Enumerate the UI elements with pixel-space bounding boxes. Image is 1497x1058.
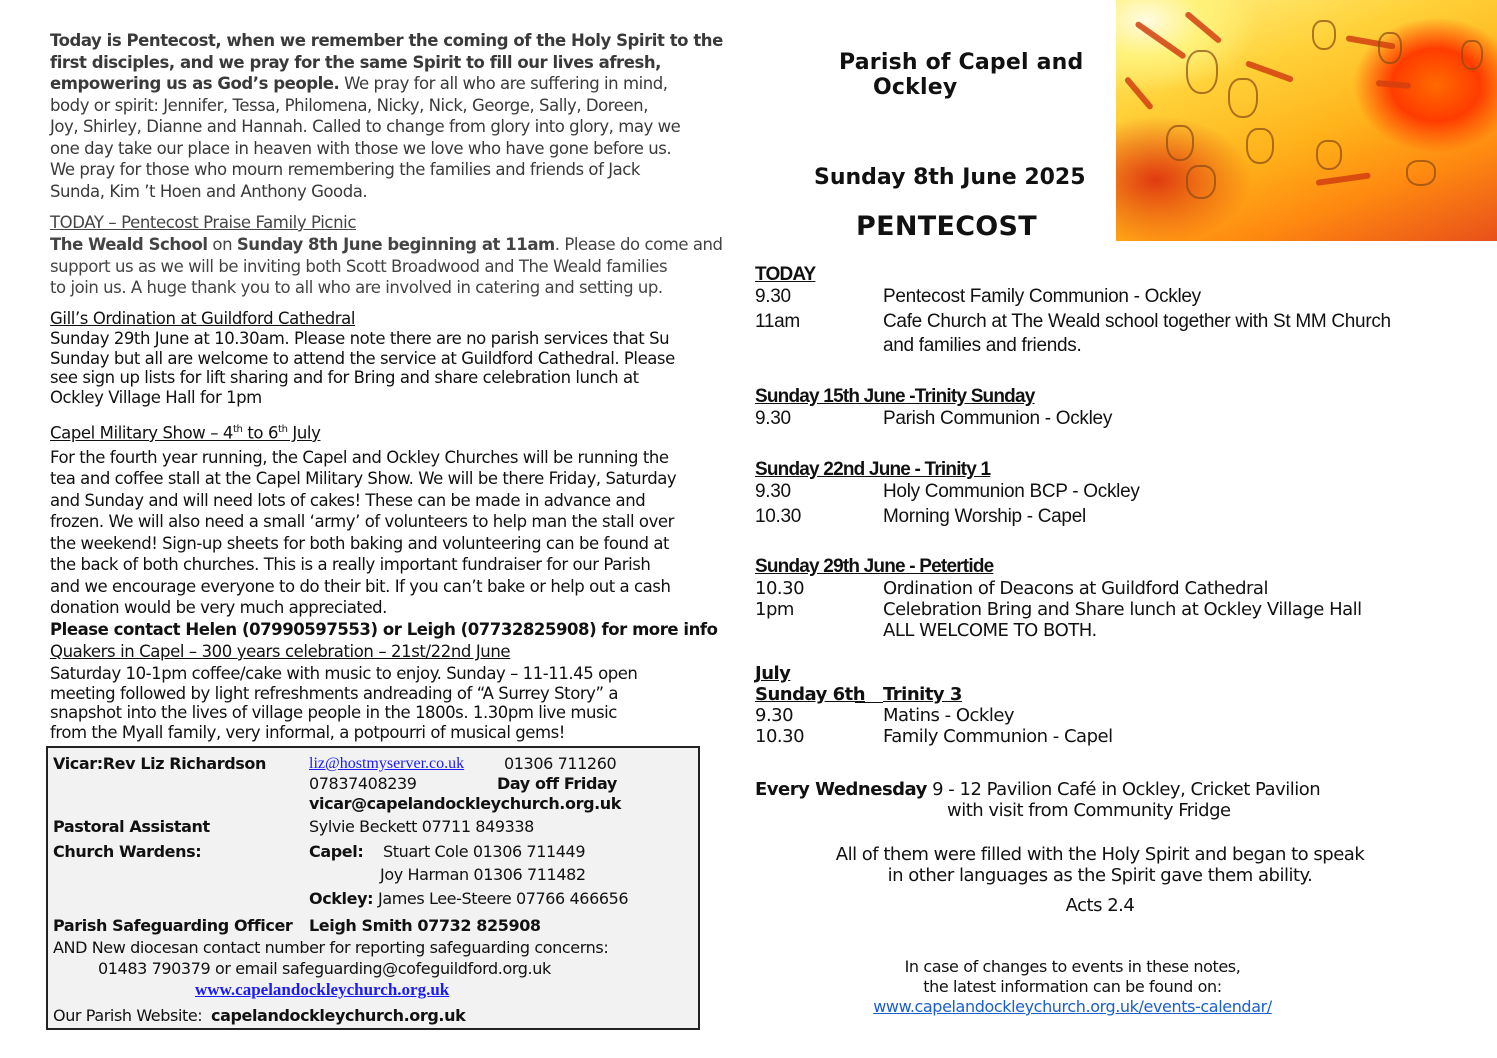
figure-head: [1186, 50, 1218, 94]
pentecost-painting: [1116, 0, 1497, 241]
picnic-line: to join us. A huge thank you to all who are involved in catering and setting up.: [50, 278, 663, 297]
intro-paragraph: [50, 30, 723, 202]
service-name: Family Communion - Capel: [883, 726, 1113, 747]
capel-warden: Joy Harman 01306 711482: [380, 865, 586, 884]
service-name: Ordination of Deacons at Guildford Cathedral: [883, 578, 1268, 599]
service-time: 10.30: [755, 726, 805, 747]
service-name-cont: and families and friends.: [883, 335, 1082, 356]
heading-part: Capel Military Show – 4: [50, 423, 234, 443]
wednesday-notice: [755, 779, 1320, 821]
service-name: Morning Worship - Capel: [883, 506, 1086, 527]
service-time: 9.30: [755, 481, 791, 502]
intro-line: first disciples, and we pray for the same Spirit to fill our lives afresh,: [50, 52, 661, 72]
military-line: donation would be very much appreciated.: [50, 598, 387, 617]
contacts-box: [46, 746, 700, 1030]
website-label: Our Parish Website:: [53, 1006, 203, 1025]
ordination-heading: Gill’s Ordination at Guildford Cathedral: [50, 309, 356, 328]
schedule-heading: Sunday 15th June -Trinity Sunday: [755, 386, 1035, 407]
flame-streak: [1316, 172, 1371, 186]
picnic-text: on: [207, 235, 237, 254]
schedule-subheading: [755, 684, 1455, 705]
military-line: the weekend! Sign-up sheets for both baking and volunteering can be found at: [50, 533, 670, 553]
ordination-line: Sunday 29th June at 10.30am. Please note there are no parish services that Su: [50, 329, 670, 348]
intro-line: body or spirit: Jennifer, Tessa, Philomena, Nicky, Nick, George, Sally, Doreen,: [50, 95, 648, 115]
heading-sup: th: [278, 424, 288, 435]
figure-head: [1378, 32, 1402, 64]
ordination-line: Ockley Village Hall for 1pm: [50, 387, 262, 407]
picnic-section: [50, 212, 723, 299]
heading-sup: th: [233, 424, 243, 435]
schedule: [755, 264, 1455, 747]
service-time: 9.30: [755, 705, 794, 726]
picnic-line: support us as we will be inviting both Scott Broadwood and The Weald families: [50, 256, 668, 276]
diocesan-line: AND New diocesan contact number for reporting safeguarding concerns:: [53, 938, 609, 957]
ockley-warden: James Lee-Steere 07766 466656: [378, 889, 629, 908]
heading-part: to 6: [242, 423, 279, 443]
schedule-heading: Sunday 29th June - Petertide: [755, 556, 994, 577]
quote-line: in other languages as the Spirit gave them ability.: [887, 865, 1313, 886]
website-link[interactable]: www.capelandockleychurch.org.uk: [195, 980, 450, 999]
schedule-row: [755, 335, 1455, 359]
military-line: frozen. We will also need a small ‘army’ of volunteers to help man the stall over: [50, 512, 674, 531]
capel-label: Capel:: [309, 842, 364, 861]
schedule-row: [755, 286, 1455, 311]
wednesday-line: [755, 779, 1320, 800]
changes-line: In case of changes to events in these notes,: [904, 957, 1241, 976]
schedule-row: [755, 726, 1455, 747]
flame-streak: [1184, 11, 1222, 45]
safeguarding-label: Parish Safeguarding Officer: [53, 916, 293, 935]
heading-part: July: [287, 423, 321, 443]
intro-line: Today is Pentecost, when we remember the coming of the Holy Spirit to the: [50, 31, 723, 50]
service-name-cont: ALL WELCOME TO BOTH.: [883, 620, 1097, 641]
service-time: 10.30: [755, 506, 802, 527]
changes-line: the latest information can be found on:: [923, 977, 1222, 996]
figure-head: [1461, 40, 1483, 70]
service-time: 1pm: [755, 599, 794, 620]
schedule-row: [755, 620, 1455, 641]
military-line: For the fourth year running, the Capel and Ockley Churches will be running the: [50, 447, 669, 467]
schedule-row: [755, 408, 1455, 433]
service-name: Parish Communion - Ockley: [883, 408, 1113, 429]
figure-head: [1166, 125, 1194, 161]
ockley-label: Ockley:: [309, 889, 374, 908]
service-time: 11am: [755, 311, 800, 332]
capel-warden: Stuart Cole 01306 711449: [383, 842, 586, 861]
subheading-day: Sunday 6th: [755, 684, 866, 705]
picnic-venue: The Weald School: [50, 235, 208, 254]
picnic-time: Sunday 8th June beginning at 11am: [236, 235, 555, 254]
intro-text: We pray for all who are suffering in mind,: [339, 74, 668, 93]
parish-title: [839, 50, 1083, 100]
picnic-line: [50, 234, 723, 256]
schedule-row: [755, 705, 1455, 726]
website-value: capelandockleychurch.org.uk: [210, 1006, 466, 1025]
military-line: and Sunday and will need lots of cakes! These can be made in advance and: [50, 490, 646, 510]
quakers-heading: Quakers in Capel – 300 years celebration – 21st/22nd June: [50, 642, 511, 661]
figure-head: [1312, 20, 1336, 50]
intro-line: one day take our place in heaven with those we love who have gone before us.: [50, 138, 672, 158]
quakers-line: Saturday 10-1pm coffee/cake with music to enjoy. Sunday – 11-11.45 open: [50, 664, 638, 683]
intro-line: Sunda, Kim ’t Hoen and Anthony Gooda.: [50, 181, 368, 201]
july-block: [755, 663, 1455, 747]
military-line: the back of both churches. This is a really important fundraiser for our Parish: [50, 555, 651, 574]
wednesday-line: with visit from Community Fridge: [947, 800, 1231, 821]
subheading-name: Trinity 3: [883, 684, 962, 705]
service-name: Cafe Church at The Weald school together with St MM Church: [883, 311, 1391, 332]
intro-line: We pray for those who mourn remembering the families and friends of Jack: [50, 160, 641, 179]
military-show-heading: [50, 419, 718, 444]
picnic-text: . Please do come and: [554, 235, 723, 254]
events-calendar-link[interactable]: www.capelandockleychurch.org.uk/events-calendar/: [873, 997, 1272, 1016]
quote-line: All of them were filled with the Holy Spirit and began to speak: [835, 844, 1365, 865]
intro-line: Joy, Shirley, Dianne and Hannah. Called to change from glory into glory, may we: [50, 117, 681, 136]
service-date: Sunday 8th June 2025: [814, 165, 1086, 190]
parish-title-line: Parish of Capel and: [839, 50, 1084, 75]
wednesday-text: 9 - 12 Pavilion Café in Ockley, Cricket Pavilion: [926, 779, 1321, 800]
quakers-line: snapshot into the lives of village people in the 1800s. 1.30pm live music: [50, 703, 617, 722]
figure-head: [1186, 165, 1216, 199]
ordination-line: see sign up lists for lift sharing and for Bring and share celebration lunch at: [50, 368, 639, 387]
underline-gap: [855, 684, 883, 703]
quakers-line: meeting followed by light refreshments andreading of “A Surrey Story” a: [50, 683, 619, 703]
changes-notice: [800, 957, 1345, 1017]
service-name: Holy Communion BCP - Ockley: [883, 481, 1140, 502]
quakers-section: [50, 641, 637, 742]
military-line: and we encourage everyone to do their bit. If you can’t bake or help out a cash: [50, 576, 671, 596]
pastoral-label: Pastoral Assistant: [53, 817, 210, 836]
figure-head: [1316, 140, 1342, 170]
ordination-section: [50, 308, 675, 407]
schedule-row: [755, 311, 1455, 335]
ordination-line: Sunday but all are welcome to attend the service at Guildford Cathedral. Please: [50, 348, 675, 368]
service-time: 9.30: [755, 408, 791, 429]
website-row: [53, 1006, 465, 1025]
intro-line: [50, 73, 723, 95]
diocesan-contact: 01483 790379 or email safeguarding@cofeguildford.org.uk: [98, 959, 551, 978]
service-time: 9.30: [755, 286, 791, 307]
service-name: Matins - Ockley: [883, 705, 1015, 726]
wardens-label: Church Wardens:: [53, 842, 202, 861]
flame-streak: [1124, 76, 1154, 110]
schedule-row: [755, 599, 1455, 620]
quote-reference: Acts 2.4: [1065, 895, 1135, 916]
figure-head: [1406, 160, 1436, 186]
intro-bold: empowering us as God’s people.: [50, 74, 340, 93]
flame-streak: [1376, 80, 1411, 89]
quakers-line: from the Myall family, very informal, a potpourri of musical gems!: [50, 722, 565, 742]
scripture-quote: [800, 844, 1400, 916]
wednesday-bold: Every Wednesday: [755, 779, 927, 800]
service-name: Pentecost Family Communion - Ockley: [883, 286, 1201, 307]
vicar-mobile: 07837408239: [309, 774, 417, 793]
schedule-heading: July: [755, 663, 791, 684]
military-line: tea and coffee stall at the Capel Military Show. We will be there Friday, Saturday: [50, 469, 677, 488]
pastoral-value: Sylvie Beckett 07711 849338: [309, 817, 534, 836]
day-off: Day off Friday: [497, 774, 617, 793]
schedule-heading: TODAY: [755, 264, 816, 285]
safeguarding-value: Leigh Smith 07732 825908: [309, 916, 541, 935]
parish-title-line: Ockley: [873, 75, 958, 100]
occasion-title: PENTECOST: [856, 211, 1038, 242]
service-time: 10.30: [755, 578, 805, 599]
schedule-row: [755, 481, 1455, 506]
vicar-email-link[interactable]: liz@hostmyserver.co.uk: [309, 755, 465, 772]
schedule-heading: Sunday 22nd June - Trinity 1: [755, 459, 991, 480]
service-name: Celebration Bring and Share lunch at Ockley Village Hall: [883, 599, 1362, 620]
military-show-section: [50, 419, 718, 640]
schedule-row: [755, 578, 1455, 599]
vicar-email-2: vicar@capelandockleychurch.org.uk: [309, 794, 622, 813]
vicar-phone: 01306 711260: [504, 754, 617, 773]
picnic-heading: TODAY – Pentecost Praise Family Picnic: [50, 213, 357, 232]
flame-streak: [1134, 21, 1187, 60]
vicar-label: Vicar:Rev Liz Richardson: [53, 754, 267, 773]
figure-head: [1246, 128, 1274, 164]
schedule-row: [755, 506, 1455, 531]
figure-head: [1228, 78, 1258, 118]
military-contact: Please contact Helen (07990597553) or Leigh (07732825908) for more info: [50, 619, 718, 639]
